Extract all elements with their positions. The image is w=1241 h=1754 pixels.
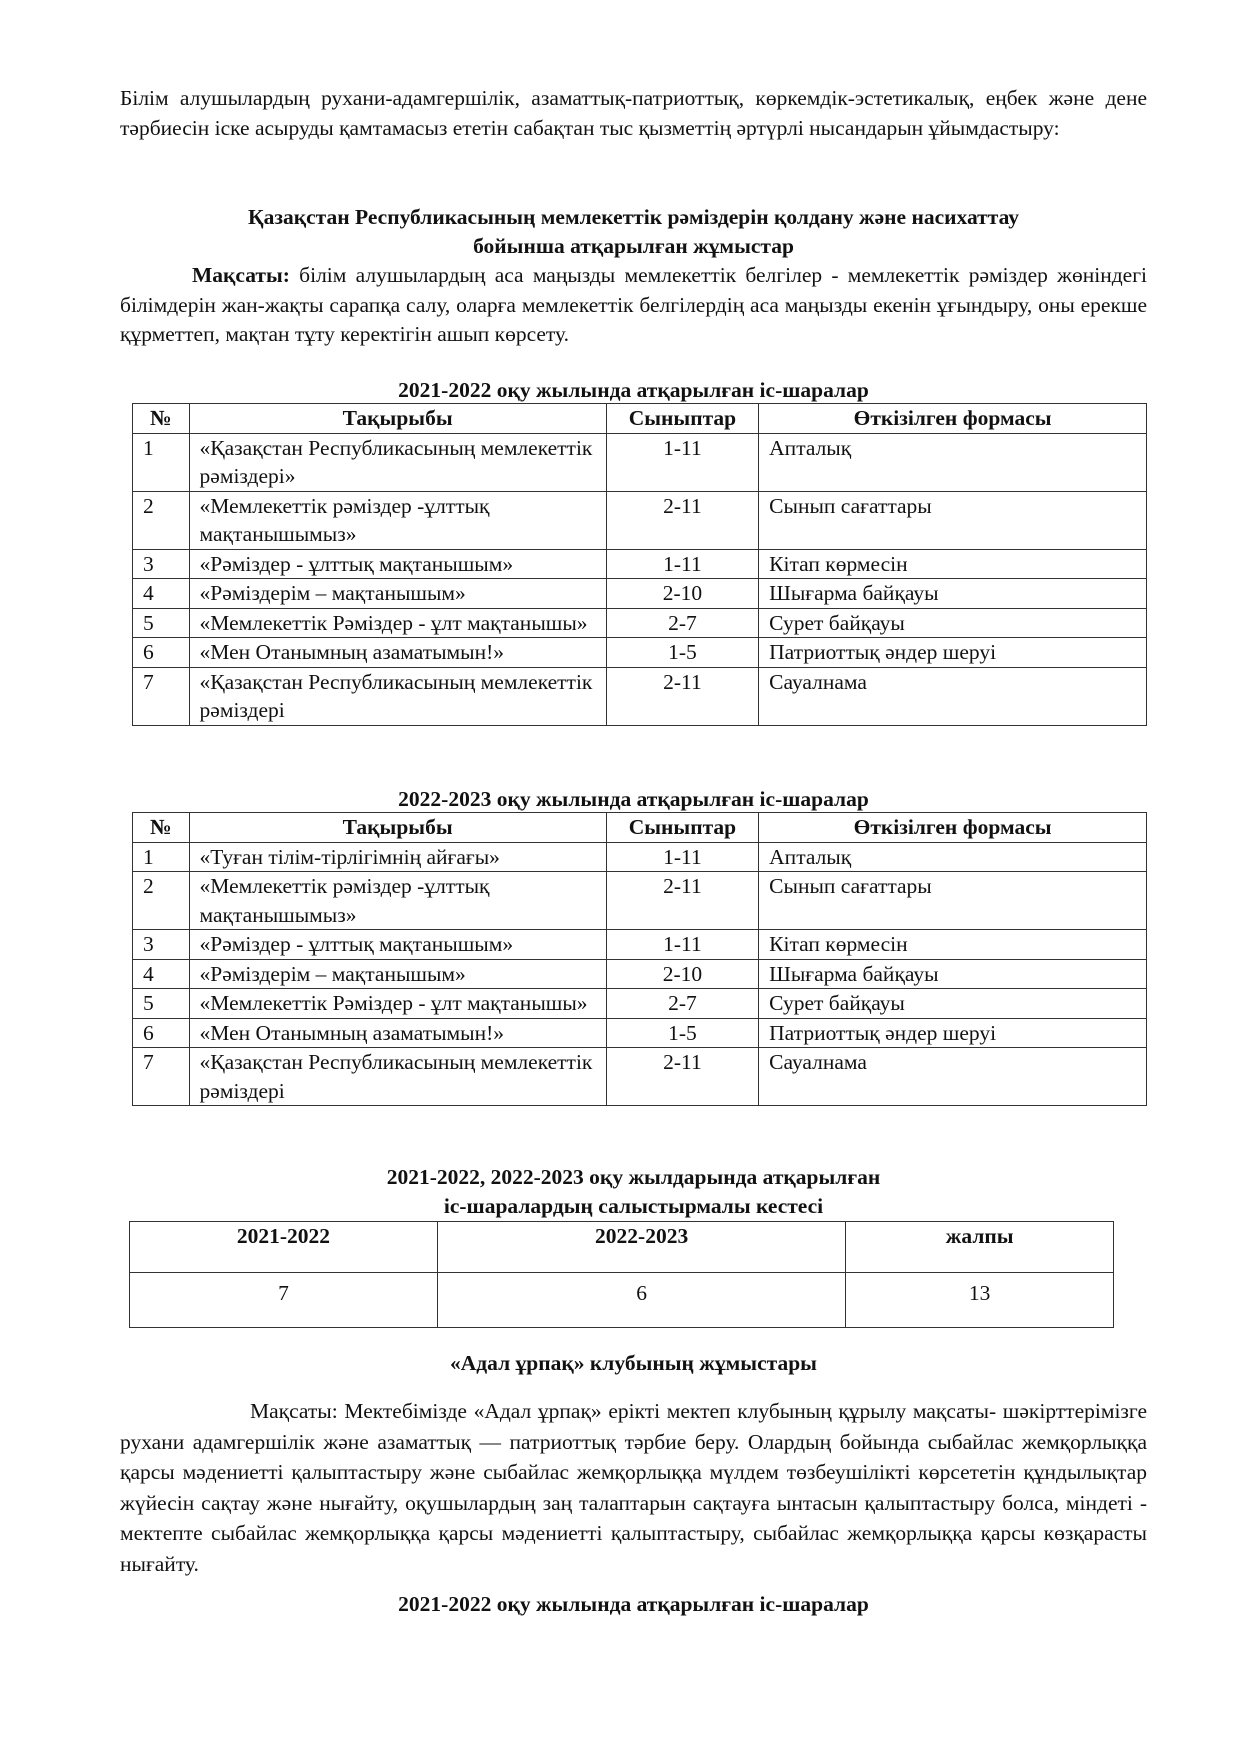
comparison-header-row bbox=[130, 1222, 1114, 1273]
row-classes: 2-10 bbox=[606, 959, 759, 989]
intro-paragraph: Білім алушылардың рухани-адамгершілік, азаматтық-патриоттық, көркемдік-эстетикалық, еңбек және дене тәрбиесін іске асыруды қамтамасыз ететін сабақтан тыс қызметтің әртүрлі нысандарын ұйымдастыру: bbox=[120, 86, 1147, 140]
header-form: Өткізілген формасы bbox=[759, 404, 1147, 434]
row-form: Сурет байқауы bbox=[759, 608, 1147, 638]
row-topic: «Қазақстан Республикасының мемлекеттік рәміздері» bbox=[189, 433, 606, 491]
row-form: Апталық bbox=[759, 433, 1147, 491]
row-classes: 1-11 bbox=[606, 433, 759, 491]
header-num: № bbox=[133, 813, 190, 843]
row-form: Сауалнама bbox=[759, 1048, 1147, 1106]
section2-goal bbox=[120, 1396, 1147, 1579]
comparison-value-2022: 6 bbox=[437, 1273, 845, 1328]
row-form: Сынып сағаттары bbox=[759, 872, 1147, 930]
row-topic: «Мемлекеттік Рәміздер - ұлт мақтанышы» bbox=[189, 989, 606, 1019]
section2-goal-text: Мақсаты: Мектебімізде «Адал ұрпақ» ерікті мектеп клубының құрылу мақсаты- шәкірттерімізге рухани адамгершілік және азаматтық — патриоттық тәрбие беру. Олардың бойында сыбайлас жемқорлыққа қарсы мәдениетті қалыптастыру және сыбайлас жемқорлыққа мүлдем төзбеушілікті көрсететін құндылықтар жүйесін сақтау және нығайту, оқушылардың заң талаптарын сақтауға ынтасын қалыптастыру болса, міндеті - мектепте сыбайлас жемқорлыққа қарсы мәдениетті қалыптастыру, сыбайлас жемқорлыққа қарсы көзқарасты нығайту. bbox=[120, 1399, 1147, 1576]
row-topic: «Туған тілім-тірлігімнің айғағы» bbox=[189, 842, 606, 872]
table1-body bbox=[133, 433, 1147, 725]
row-form: Апталық bbox=[759, 842, 1147, 872]
section2-title: «Адал ұрпақ» клубының жұмыстары bbox=[450, 1351, 817, 1375]
section1-title-line1: Қазақстан Республикасының мемлекеттік рәміздерін қолдану және насихаттау bbox=[248, 205, 1019, 229]
goal-label: Мақсаты: bbox=[192, 263, 290, 287]
row-classes: 2-11 bbox=[606, 667, 759, 725]
row-num: 6 bbox=[133, 1018, 190, 1048]
row-num: 7 bbox=[133, 1048, 190, 1106]
row-topic: «Қазақстан Республикасының мемлекеттік рәміздері bbox=[189, 667, 606, 725]
row-topic: «Қазақстан Республикасының мемлекеттік рәміздері bbox=[189, 1048, 606, 1106]
row-classes: 2-7 bbox=[606, 608, 759, 638]
row-topic: «Мемлекеттік рәміздер -ұлттық мақтанышымыз» bbox=[189, 872, 606, 930]
row-classes: 1-11 bbox=[606, 549, 759, 579]
row-topic: «Мен Отанымның азаматымын!» bbox=[189, 638, 606, 668]
table-row bbox=[133, 491, 1147, 549]
goal-text: білім алушылардың аса маңызды мемлекеттік белгілер - мемлекеттік рәміздер жөніндегі білімдерін жан-жақты сарапқа салу, оларға мемлекеттік белгілердің аса маңызды екенін ұғындыру, оны ерекше құрметтеп, мақтан тұту керектігін ашып көрсету. bbox=[120, 263, 1147, 346]
row-topic: «Рәміздер - ұлттық мақтанышым» bbox=[189, 930, 606, 960]
row-classes: 2-10 bbox=[606, 579, 759, 609]
row-topic: «Рәміздерім – мақтанышым» bbox=[189, 959, 606, 989]
table2-title: 2022-2023 оқу жылында атқарылған іс-шаралар bbox=[398, 787, 869, 811]
row-form: Патриоттық әндер шеруі bbox=[759, 638, 1147, 668]
header-num: № bbox=[133, 404, 190, 434]
row-topic: «Мемлекеттік рәміздер -ұлттық мақтанышымыз» bbox=[189, 491, 606, 549]
table1-title: 2021-2022 оқу жылында атқарылған іс-шаралар bbox=[398, 378, 869, 402]
section1-title-line2: бойынша атқарылған жұмыстар bbox=[473, 234, 794, 258]
table2 bbox=[132, 812, 1147, 1106]
table-header-row bbox=[133, 813, 1147, 843]
header-topic: Тақырыбы bbox=[189, 813, 606, 843]
comparison-table bbox=[129, 1221, 1114, 1328]
row-num: 5 bbox=[133, 608, 190, 638]
row-classes: 2-7 bbox=[606, 989, 759, 1019]
section2-next-heading: 2021-2022 оқу жылында атқарылған іс-шаралар bbox=[398, 1592, 869, 1616]
row-classes: 2-11 bbox=[606, 872, 759, 930]
comparison-header-2021: 2021-2022 bbox=[130, 1222, 438, 1273]
table-row bbox=[133, 549, 1147, 579]
table-row bbox=[133, 608, 1147, 638]
row-num: 1 bbox=[133, 433, 190, 491]
table-row bbox=[133, 1018, 1147, 1048]
comparison-header-2022: 2022-2023 bbox=[437, 1222, 845, 1273]
table-row bbox=[133, 930, 1147, 960]
table-row bbox=[133, 872, 1147, 930]
row-topic: «Мен Отанымның азаматымын!» bbox=[189, 1018, 606, 1048]
comparison-value-row bbox=[130, 1273, 1114, 1328]
row-classes: 1-5 bbox=[606, 1018, 759, 1048]
comparison-value-2021: 7 bbox=[130, 1273, 438, 1328]
row-form: Сауалнама bbox=[759, 667, 1147, 725]
row-form: Шығарма байқауы bbox=[759, 959, 1147, 989]
row-num: 1 bbox=[133, 842, 190, 872]
row-classes: 1-11 bbox=[606, 842, 759, 872]
comparison-title-line1: 2021-2022, 2022-2023 оқу жылдарында атқарылған bbox=[386, 1165, 881, 1189]
row-num: 3 bbox=[133, 930, 190, 960]
header-classes: Сыныптар bbox=[606, 813, 759, 843]
section1-goal bbox=[120, 261, 1147, 350]
table-row bbox=[133, 638, 1147, 668]
row-num: 6 bbox=[133, 638, 190, 668]
row-form: Кітап көрмесін bbox=[759, 549, 1147, 579]
header-classes: Сыныптар bbox=[606, 404, 759, 434]
table-row bbox=[133, 667, 1147, 725]
row-form: Сынып сағаттары bbox=[759, 491, 1147, 549]
row-classes: 2-11 bbox=[606, 1048, 759, 1106]
row-classes: 1-5 bbox=[606, 638, 759, 668]
header-form: Өткізілген формасы bbox=[759, 813, 1147, 843]
row-num: 7 bbox=[133, 667, 190, 725]
comparison-title-line2: іс-шаралардың салыстырмалы кестесі bbox=[443, 1194, 824, 1218]
row-classes: 1-11 bbox=[606, 930, 759, 960]
row-form: Шығарма байқауы bbox=[759, 579, 1147, 609]
table-row bbox=[133, 989, 1147, 1019]
row-num: 3 bbox=[133, 549, 190, 579]
table-row bbox=[133, 579, 1147, 609]
row-num: 4 bbox=[133, 579, 190, 609]
table-row bbox=[133, 433, 1147, 491]
row-num: 4 bbox=[133, 959, 190, 989]
table2-body bbox=[133, 842, 1147, 1106]
table1 bbox=[132, 403, 1147, 726]
row-topic: «Рәміздерім – мақтанышым» bbox=[189, 579, 606, 609]
row-topic: «Рәміздер - ұлттық мақтанышым» bbox=[189, 549, 606, 579]
row-form: Кітап көрмесін bbox=[759, 930, 1147, 960]
table-header-row bbox=[133, 404, 1147, 434]
row-form: Патриоттық әндер шеруі bbox=[759, 1018, 1147, 1048]
comparison-header-total: жалпы bbox=[846, 1222, 1114, 1273]
row-num: 2 bbox=[133, 872, 190, 930]
comparison-value-total: 13 bbox=[846, 1273, 1114, 1328]
table-row bbox=[133, 1048, 1147, 1106]
row-form: Сурет байқауы bbox=[759, 989, 1147, 1019]
table-row bbox=[133, 959, 1147, 989]
row-classes: 2-11 bbox=[606, 491, 759, 549]
header-topic: Тақырыбы bbox=[189, 404, 606, 434]
table-row bbox=[133, 842, 1147, 872]
row-num: 5 bbox=[133, 989, 190, 1019]
row-topic: «Мемлекеттік Рәміздер - ұлт мақтанышы» bbox=[189, 608, 606, 638]
row-num: 2 bbox=[133, 491, 190, 549]
